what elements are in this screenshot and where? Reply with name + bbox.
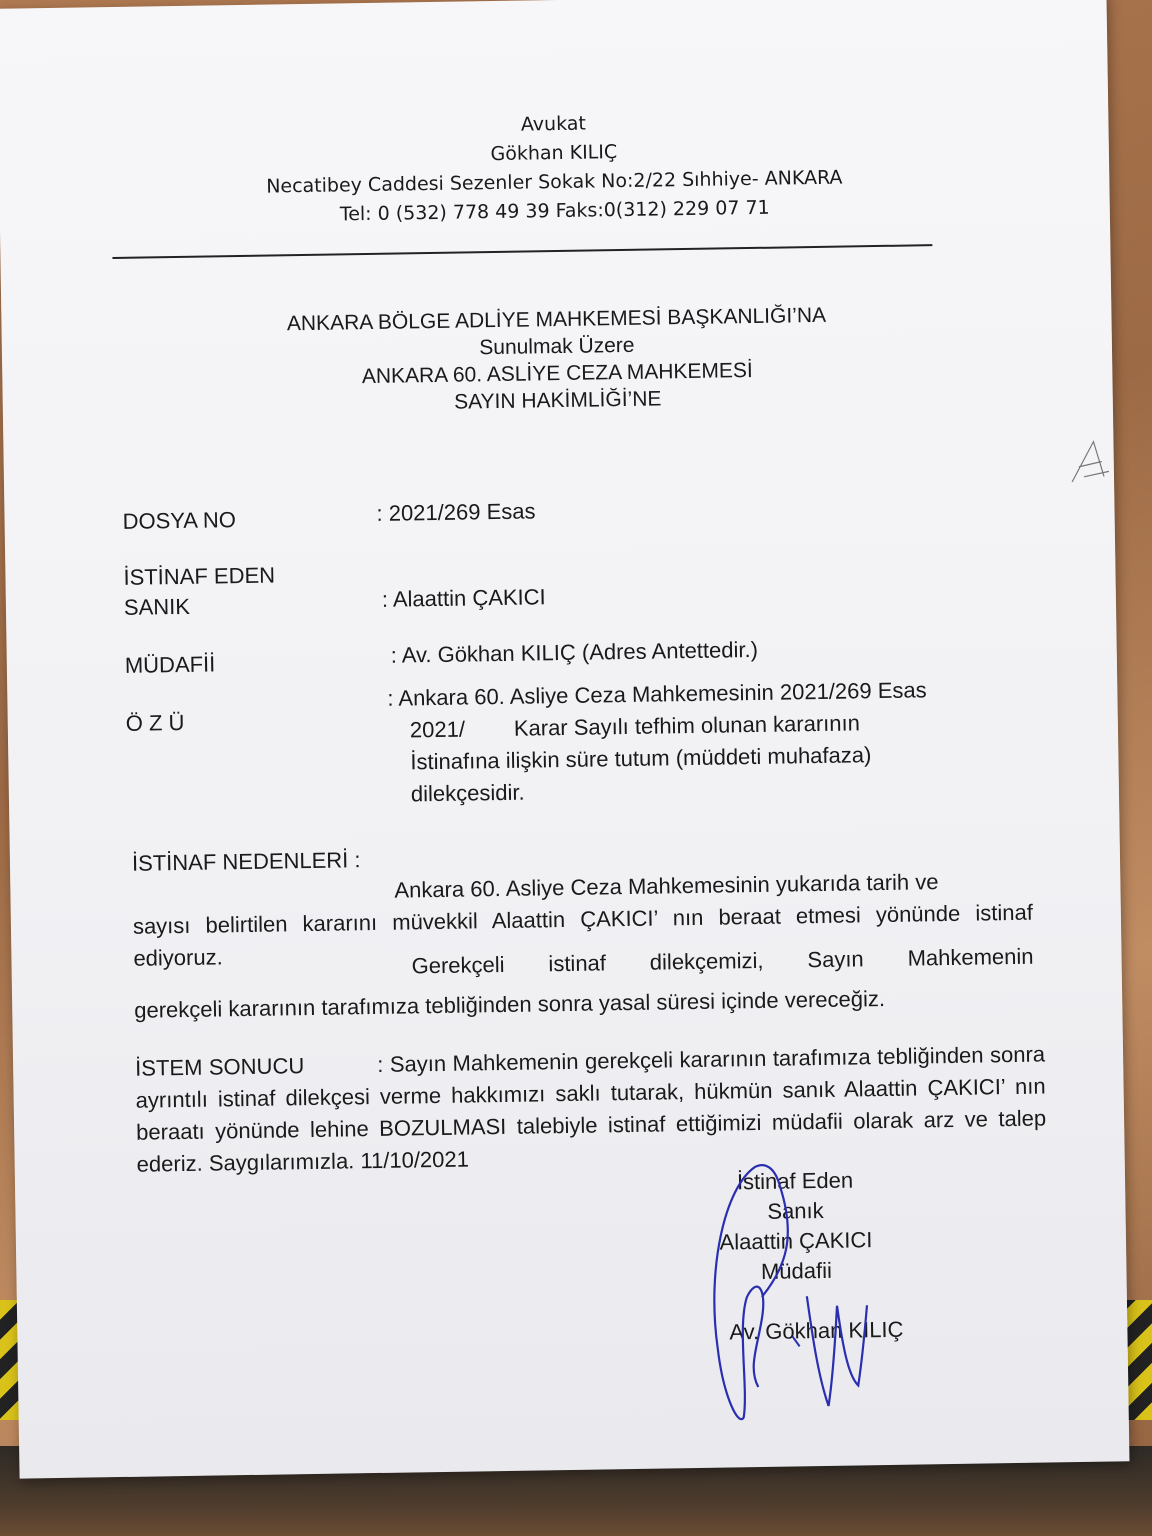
reasons-p2-first-line: Gerekçeli istinaf dilekçemizi, Sayın Mahkemenin (411, 943, 1034, 979)
istem-sonucu-paragraph (135, 1038, 1047, 1180)
sanik-label: SANIK (123, 593, 191, 620)
letterhead-contact: Tel: 0 (532) 778 49 39 Faks:0(312) 229 07 71 (339, 196, 770, 226)
signer-name: Av. Gökhan KILIÇ (729, 1316, 904, 1345)
dosya-value: : 2021/269 Esas (376, 498, 536, 526)
addressee-line-4: SAYIN HAKİMLİĞİ’NE (453, 387, 662, 414)
istinaf-nedenleri-heading: İSTİNAF NEDENLERİ : (131, 847, 361, 876)
ozu-line-3: İstinafına ilişkin süre tutum (müddeti muhafaza) (410, 742, 872, 775)
ozu-label: Ö Z Ü (125, 709, 185, 736)
reasons-p1-rest: sayısı belirtilen kararını müvekkil Alaattin ÇAKICI’ nın beraat etmesi yönünde istinaf ediyoruz. (132, 899, 1034, 971)
handwritten-signature (685, 1145, 910, 1448)
addressee-line-1: ANKARA BÖLGE ADLİYE MAHKEMESİ BAŞKANLIĞI’NA (286, 303, 827, 336)
letterhead (0, 101, 1110, 234)
dosya-label: DOSYA NO (122, 507, 237, 534)
letterhead-name: Gökhan KILIÇ (490, 141, 618, 166)
mudafii-value: : Av. Gökhan KILIÇ (Adres Antettedir.) (390, 636, 759, 668)
letterhead-divider (112, 244, 932, 259)
reasons-p1-first-line: Ankara 60. Asliye Ceza Mahkemesinin yukarıda tarih ve (394, 869, 939, 903)
letterhead-title: Avukat (520, 112, 587, 136)
ozu-text (387, 673, 1009, 811)
ozu-line-4: dilekçesidir. (410, 779, 525, 807)
ozu-line-1: : Ankara 60. Asliye Ceza Mahkemesinin 2021/269 Esas (387, 677, 927, 711)
addressee-line-2: Sunulmak Üzere (479, 333, 635, 360)
addressee-block (1, 297, 1113, 422)
reasons-p2-rest: gerekçeli kararının tarafımıza tebliğinden sonra yasal süresi içinde vereceğiz. (134, 985, 886, 1023)
signature-line-3: Alaattin ÇAKICI (719, 1227, 873, 1255)
addressee-line-3: ANKARA 60. ASLİYE CEZA MAHKEMESİ (361, 358, 753, 389)
mudafii-label: MÜDAFİİ (124, 651, 216, 678)
signature-line-2: Sanık (767, 1197, 824, 1224)
istinaf-eden-label: İSTİNAF EDEN (123, 562, 276, 590)
ozu-line-2: 2021/ Karar Sayılı tefhim olunan kararının (409, 710, 861, 743)
reasons-paragraph-2 (133, 941, 1034, 1027)
istem-sonucu-heading: İSTEM SONUCU (134, 1053, 305, 1081)
istem-sonucu-text: : Sayın Mahkemenin gerekçeli kararının tarafımıza tebliğinden sonra ayrıntılı istinaf dilekçesi verme hakkımızı saklı tutarak, hükmün sanık Alaattin ÇAKICI’ nın beraatı yönünde lehine BOZULMASI talebiyle istinaf ettiğimizi müdafii olarak arz ve talep ederiz. Saygılarımızla. 11/10/2021 (135, 1041, 1047, 1177)
letterhead-address: Necatibey Caddesi Sezenler Sokak No:2/22 Sıhhiye- ANKARA (266, 166, 843, 198)
signature-line-1: İstinaf Eden (736, 1167, 854, 1195)
sanik-value: : Alaattin ÇAKICI (381, 584, 546, 612)
margin-pencil-mark (1063, 431, 1114, 492)
signature-line-4: Müdafii (760, 1257, 833, 1284)
